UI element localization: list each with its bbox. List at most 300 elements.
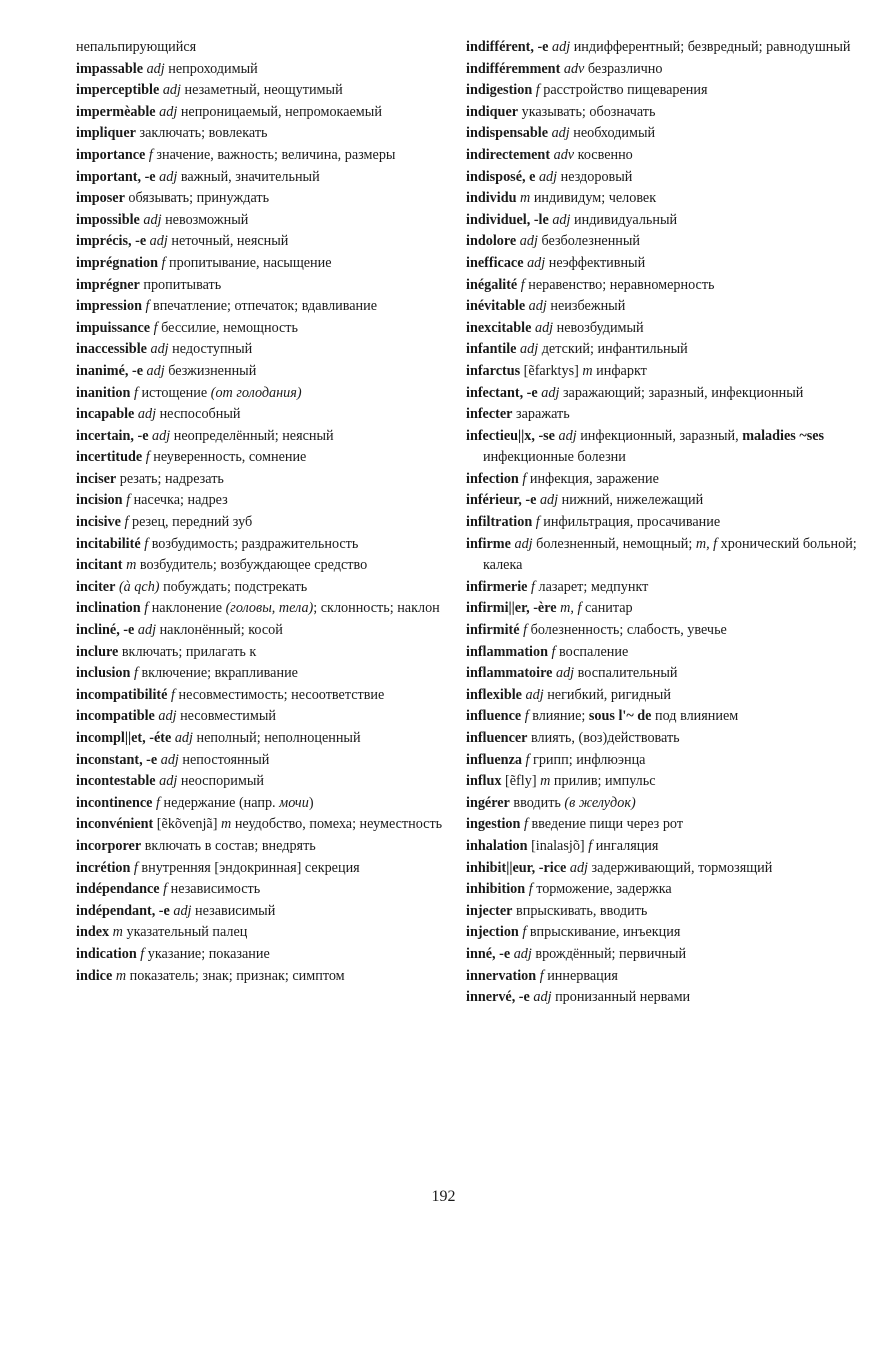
grammar-label: f	[522, 470, 527, 487]
translation-tail: под влиянием	[655, 708, 739, 725]
translation: незаметный, неощутимый	[184, 82, 343, 99]
grammar-label: adj	[525, 686, 544, 703]
translation: вводить	[513, 794, 561, 811]
dictionary-entry	[76, 123, 462, 145]
headword: incrétion	[76, 859, 131, 876]
usage-note: (от голодания)	[210, 384, 302, 401]
headword: incorporer	[76, 837, 142, 854]
translation: болезненность; слабость, увечье	[530, 622, 727, 639]
headword: inhibition	[466, 881, 526, 898]
translation: индифферентный; безвредный; равнодушный	[573, 39, 851, 55]
headword: inciter	[76, 578, 116, 595]
translation: насечка; надрез	[133, 492, 228, 509]
translation: расстройство пищеварения	[543, 82, 708, 99]
grammar-label: f	[520, 276, 525, 293]
dictionary-entry	[466, 901, 866, 923]
translation: лазарет; медпункт	[538, 578, 649, 595]
translation: несовместимый	[180, 708, 276, 725]
dictionary-entry	[76, 102, 462, 124]
usage-note: (головы, тела)	[225, 600, 314, 617]
translation: ингаляция	[595, 837, 659, 854]
translation: нездоровый	[560, 168, 633, 185]
translation: включать в состав; внедрять	[144, 837, 316, 854]
translation: инфильтрация, просачивание	[543, 514, 721, 531]
headword: imprégnation	[76, 254, 158, 271]
dictionary-entry	[76, 80, 462, 102]
translation: невозбудимый	[556, 319, 644, 336]
dictionary-entry	[466, 361, 866, 383]
grammar-label: adj	[149, 233, 168, 250]
grammar-label: f	[551, 643, 556, 660]
dictionary-entry	[76, 318, 462, 340]
phonetic: [inalasjõ]	[531, 837, 585, 854]
translation: заражать	[516, 406, 570, 423]
phonetic: [ẽfarktys]	[523, 362, 579, 379]
translation: указывать; обозначать	[521, 103, 656, 120]
translation: важный, значительный	[180, 168, 320, 185]
headword: indépendant, -e	[76, 902, 170, 919]
grammar-label: m	[221, 816, 232, 833]
dictionary-entry	[76, 706, 462, 728]
translation: независимый	[195, 902, 276, 919]
usage-note: мочи	[279, 794, 309, 811]
dictionary-entry	[466, 490, 866, 512]
headword: incision	[76, 492, 123, 509]
grammar-label: adj	[173, 902, 192, 919]
grammar-label: f	[524, 708, 529, 725]
dictionary-entry	[466, 987, 866, 1009]
phonetic: [ẽkõvenjã]	[156, 816, 218, 833]
translation: показатель; знак; признак; симптом	[129, 967, 345, 984]
translation: неполный; неполноценный	[196, 730, 361, 746]
grammar-label: f	[531, 578, 535, 595]
grammar-label: adj	[520, 341, 539, 358]
grammar-label: adj	[146, 362, 165, 379]
translation: грипп; инфлюэнца	[533, 751, 646, 768]
dictionary-entry	[76, 145, 462, 167]
headword: influence	[466, 708, 522, 725]
dictionary-entry	[76, 728, 462, 750]
grammar-label: f	[523, 622, 528, 639]
translation: введение пищи через рот	[531, 816, 684, 833]
translation: непроходимый	[168, 60, 258, 77]
headword: indigestion	[466, 82, 533, 99]
grammar-label: adj	[555, 665, 575, 682]
headword: indication	[76, 945, 137, 962]
grammar-label: f	[539, 967, 544, 984]
translation: непроницаемый, непромокаемый	[180, 103, 382, 120]
left-column	[76, 37, 462, 987]
grammar-label: f	[140, 945, 145, 962]
translation: побуждать; подстрекать	[163, 578, 308, 595]
dictionary-entry	[466, 642, 866, 664]
headword: indépendance	[76, 881, 160, 898]
translation: пропитывание, насыщение	[169, 254, 332, 271]
headword: inconvénient	[76, 816, 154, 833]
headword: imperceptible	[76, 82, 160, 99]
headword: inévitable	[466, 298, 526, 315]
dictionary-entry	[76, 793, 462, 815]
grammar-label: f	[144, 600, 149, 617]
translation: непальпирующийся	[76, 39, 197, 55]
dictionary-entry	[76, 188, 462, 210]
right-column	[466, 37, 866, 1009]
translation: истощение	[141, 384, 208, 401]
headword: impossible	[76, 211, 140, 228]
headword: indispensable	[466, 125, 549, 142]
grammar-label: f	[144, 535, 149, 552]
headword: imprécis, -e	[76, 233, 147, 250]
translation: впрыскивать, вводить	[516, 902, 648, 919]
dictionary-entry	[466, 275, 866, 297]
headword: inné, -e	[466, 945, 511, 962]
grammar-label: adj	[159, 773, 178, 790]
grammar-label: adj	[160, 751, 179, 768]
headword: infirmité	[466, 622, 520, 639]
dictionary-entry	[466, 728, 866, 750]
dictionary-entry	[76, 901, 462, 923]
dictionary-entry	[76, 275, 462, 297]
dictionary-entry	[466, 814, 866, 836]
translation-tail: инфекционные болезни	[483, 449, 626, 466]
grammar-label: f	[528, 881, 533, 898]
dictionary-entry	[466, 598, 866, 620]
grammar-label: adj	[150, 341, 169, 358]
translation: врождённый; первичный	[535, 945, 687, 962]
grammar-label: m, f	[560, 600, 582, 617]
translation: инфекция, заражение	[529, 470, 659, 487]
headword: individu	[466, 190, 517, 207]
dictionary-entry	[76, 620, 462, 642]
grammar-label: f	[124, 514, 129, 531]
headword: impassable	[76, 60, 144, 77]
translation: инфаркт	[596, 362, 647, 379]
dictionary-entry	[466, 577, 866, 599]
grammar-label: f	[523, 816, 528, 833]
dictionary-entry	[466, 469, 866, 491]
headword: influencer	[466, 730, 528, 746]
dictionary-entry	[466, 296, 866, 318]
dictionary-entry	[76, 685, 462, 707]
translation: индивидум; человек	[533, 190, 657, 207]
grammar-label: adj	[528, 298, 547, 315]
translation: неудобство, помеха; неуместность	[234, 816, 443, 833]
headword: inflammatoire	[466, 665, 553, 682]
grammar-label: f	[126, 492, 131, 509]
headword: inclination	[76, 600, 141, 617]
translation: индивидуальный	[574, 211, 678, 228]
dictionary-entry	[76, 231, 462, 253]
translation: указание; показание	[147, 945, 270, 962]
headword: infarctus	[466, 362, 521, 379]
dictionary-entry	[76, 404, 462, 426]
phonetic: [ẽfly]	[505, 773, 537, 790]
translation: резать; надрезать	[119, 470, 224, 487]
headword: inhalation	[466, 837, 528, 854]
grammar-label: adv	[563, 60, 585, 77]
headword: incompatible	[76, 708, 155, 725]
dictionary-entry	[466, 210, 866, 232]
translation: включать; прилагать к	[121, 643, 257, 660]
headword: importance	[76, 146, 146, 163]
dictionary-entry	[466, 879, 866, 901]
headword: inflexible	[466, 686, 522, 703]
translation: независимость	[170, 881, 261, 898]
grammar-label: f	[170, 686, 175, 703]
translation: возбудимость; раздражительность	[151, 535, 359, 552]
dictionary-entry	[76, 383, 462, 405]
grammar-label: adj	[541, 384, 560, 401]
headword: infection	[466, 470, 519, 487]
dictionary-entry	[76, 296, 462, 318]
translation: неравенство; неравномерность	[528, 276, 715, 293]
grammar-label: adj	[519, 233, 538, 250]
headword: incontinence	[76, 794, 153, 811]
dictionary-entry	[466, 167, 866, 189]
headword: indirectement	[466, 146, 551, 163]
translation: непостоянный	[182, 751, 270, 768]
grammar-label: m	[540, 773, 551, 790]
translation: резец, передний зуб	[131, 514, 253, 531]
translation-tail: хронический больной; калека	[483, 535, 857, 574]
translation: косвенно	[577, 146, 633, 163]
grammar-label: adj	[137, 406, 157, 423]
headword: impliquer	[76, 125, 136, 142]
dictionary-entry	[466, 318, 866, 340]
grammar-label: f	[525, 751, 530, 768]
headword: impermèable	[76, 103, 156, 120]
headword: injecter	[466, 902, 513, 919]
translation: болезненный, немощный;	[536, 535, 693, 552]
grammar-label: f	[145, 449, 150, 466]
dictionary-entry	[466, 944, 866, 966]
dictionary-entry	[76, 750, 462, 772]
translation: заражающий; заразный, инфекционный	[562, 384, 804, 401]
headword: indifférent, -e	[466, 39, 549, 55]
dictionary-entry	[466, 922, 866, 944]
dictionary-entry	[466, 534, 866, 577]
dictionary-entry	[76, 858, 462, 880]
headword: inclusion	[76, 665, 131, 682]
headword: incertain, -e	[76, 427, 149, 444]
grammar-label: m, f	[695, 535, 718, 552]
dictionary-entry	[76, 966, 462, 988]
translation: впрыскивание, инъекция	[529, 924, 681, 941]
headword: incompl||et, -éte	[76, 730, 172, 746]
grammar-label: adj	[137, 622, 157, 639]
headword: incitabilité	[76, 535, 141, 552]
dictionary-entry	[466, 59, 866, 81]
headword: index	[76, 924, 110, 941]
grammar-label: adj	[552, 211, 571, 228]
dictionary-entry	[76, 663, 462, 685]
headword: incertitude	[76, 449, 143, 466]
translation: санитар	[584, 600, 633, 617]
translation: необходимый	[573, 125, 656, 142]
translation: безразлично	[587, 60, 663, 77]
translation: значение, важность; величина, размеры	[156, 146, 396, 163]
grammar-label: f	[535, 82, 540, 99]
translation: негибкий, ригидный	[547, 686, 671, 703]
translation: неэффективный	[548, 254, 646, 271]
grammar-label: f	[535, 514, 540, 531]
dictionary-entry	[76, 944, 462, 966]
grammar-label: adj	[159, 103, 178, 120]
grammar-label: m	[126, 557, 137, 574]
translation: детский; инфантильный	[541, 341, 688, 358]
headword: ingérer	[466, 794, 510, 811]
headword: inclure	[76, 643, 119, 660]
dictionary-entry	[76, 814, 462, 836]
usage-note: (в желудок)	[564, 794, 636, 811]
headword: influenza	[466, 751, 522, 768]
headword: incisive	[76, 514, 121, 531]
translation: воспаление	[559, 643, 629, 660]
grammar-label: f	[133, 859, 138, 876]
translation: пронизанный нервами	[555, 989, 691, 1006]
grammar-label: adj	[152, 427, 171, 444]
translation: включение; вкрапливание	[141, 665, 298, 682]
headword: impression	[76, 298, 142, 315]
headword: influx	[466, 773, 502, 790]
headword: indifféremment	[466, 60, 561, 77]
headword: inconstant, -e	[76, 751, 158, 768]
translation: заключать; вовлекать	[139, 125, 268, 142]
translation: обязывать; принуждать	[128, 190, 270, 207]
translation: несовместимость; несоответствие	[178, 686, 385, 703]
dictionary-entry	[466, 188, 866, 210]
dictionary-entry	[76, 426, 462, 448]
dictionary-entry	[466, 620, 866, 642]
translation-tail: ; склонность; наклон	[313, 600, 440, 617]
headword: indisposé, e	[466, 168, 536, 185]
headword: indice	[76, 967, 113, 984]
headword: imposer	[76, 190, 125, 207]
dictionary-entry	[466, 966, 866, 988]
grammar-label: adj	[534, 319, 554, 336]
dictionary-entry	[466, 37, 866, 59]
grammar-label: f	[145, 298, 150, 315]
dictionary-entry	[76, 642, 462, 664]
translation: торможение, задержка	[536, 881, 672, 898]
grammar-label: adj	[551, 125, 570, 142]
dictionary-entry	[466, 685, 866, 707]
dictionary-entry	[466, 858, 866, 880]
headword: indolore	[466, 233, 517, 250]
grammar-label: f	[133, 384, 138, 401]
headword: infantile	[466, 341, 517, 358]
grammar-label: adj	[569, 859, 588, 876]
translation: недержание (напр.	[163, 794, 276, 811]
translation: внутренняя [эндокринная] секреция	[141, 859, 360, 876]
headword: inférieur, -e	[466, 492, 537, 509]
dictionary-entry	[466, 383, 866, 405]
headword: individuel, -le	[466, 211, 549, 228]
dictionary-entry	[76, 210, 462, 232]
dictionary-entry	[466, 706, 866, 728]
headword: incontestable	[76, 773, 156, 790]
headword: infirme	[466, 535, 511, 552]
translation: иннервация	[547, 967, 618, 984]
headword: inefficace	[466, 254, 524, 271]
grammar-label: m	[582, 362, 593, 379]
headword: incliné, -e	[76, 622, 135, 639]
phrase: sous l'~ de	[588, 708, 652, 725]
translation: безболезненный	[541, 233, 641, 250]
headword: ingestion	[466, 816, 521, 833]
grammar-label: adj	[538, 168, 558, 185]
translation: наклонение	[151, 600, 223, 617]
headword: incitant	[76, 557, 123, 574]
headword: incompatibilité	[76, 686, 168, 703]
translation: прилив; импульс	[553, 773, 656, 790]
headword: inexcitable	[466, 319, 532, 336]
translation: неспособный	[159, 406, 241, 423]
translation: указательный палец	[126, 924, 248, 941]
headword: inciser	[76, 470, 117, 487]
grammar-label: f	[133, 665, 138, 682]
translation: неуверенность, сомнение	[153, 449, 307, 466]
dictionary-entry	[466, 426, 866, 469]
grammar-label: f	[153, 319, 158, 336]
translation: нижний, нижележащий	[561, 492, 704, 509]
dictionary-entry	[76, 577, 462, 599]
translation: впечатление; отпечаток; вдавливание	[153, 298, 378, 315]
dictionary-entry	[76, 167, 462, 189]
translation: возбудитель; возбуждающее средство	[139, 557, 368, 574]
grammar-label: adj	[514, 535, 533, 552]
translation: безжизненный	[168, 362, 257, 379]
dictionary-entry	[76, 37, 462, 59]
dictionary-entry	[466, 80, 866, 102]
phrase: maladies ~ses	[742, 427, 825, 444]
grammar-label: adj	[558, 427, 577, 444]
dictionary-entry	[466, 231, 866, 253]
translation: неопределённый; неясный	[173, 427, 334, 444]
dictionary-entry	[466, 771, 866, 793]
translation: недоступный	[172, 341, 253, 358]
grammar-label: m	[115, 967, 127, 984]
dictionary-entry	[466, 102, 866, 124]
grammar-label: f	[156, 794, 160, 811]
translation: бессилие, немощность	[161, 319, 298, 336]
grammar-label: f	[588, 837, 593, 854]
headword: infiltration	[466, 514, 533, 531]
headword: inanition	[76, 384, 131, 401]
translation: влиять, (воз)действовать	[531, 730, 680, 746]
dictionary-entry	[76, 555, 462, 577]
dictionary-entry	[466, 512, 866, 534]
grammar-label: adj	[146, 60, 165, 77]
translation: инфекционный, заразный,	[580, 427, 739, 444]
translation: задерживающий, тормозящий	[591, 859, 773, 876]
dictionary-entry	[466, 836, 866, 858]
headword: indiquer	[466, 103, 519, 120]
dictionary-entry	[76, 469, 462, 491]
grammar-label: adj	[513, 945, 532, 962]
dictionary-entry	[466, 145, 866, 167]
headword: innervé, -e	[466, 989, 530, 1006]
headword: imprégner	[76, 276, 140, 293]
translation-tail: )	[308, 794, 314, 811]
headword: inanimé, -e	[76, 362, 143, 379]
headword: impuissance	[76, 319, 151, 336]
grammar-label: adj	[539, 492, 559, 509]
headword: infecter	[466, 406, 513, 423]
grammar-label: adv	[553, 146, 575, 163]
headword: important, -e	[76, 168, 156, 185]
grammar-label: m	[520, 190, 531, 207]
